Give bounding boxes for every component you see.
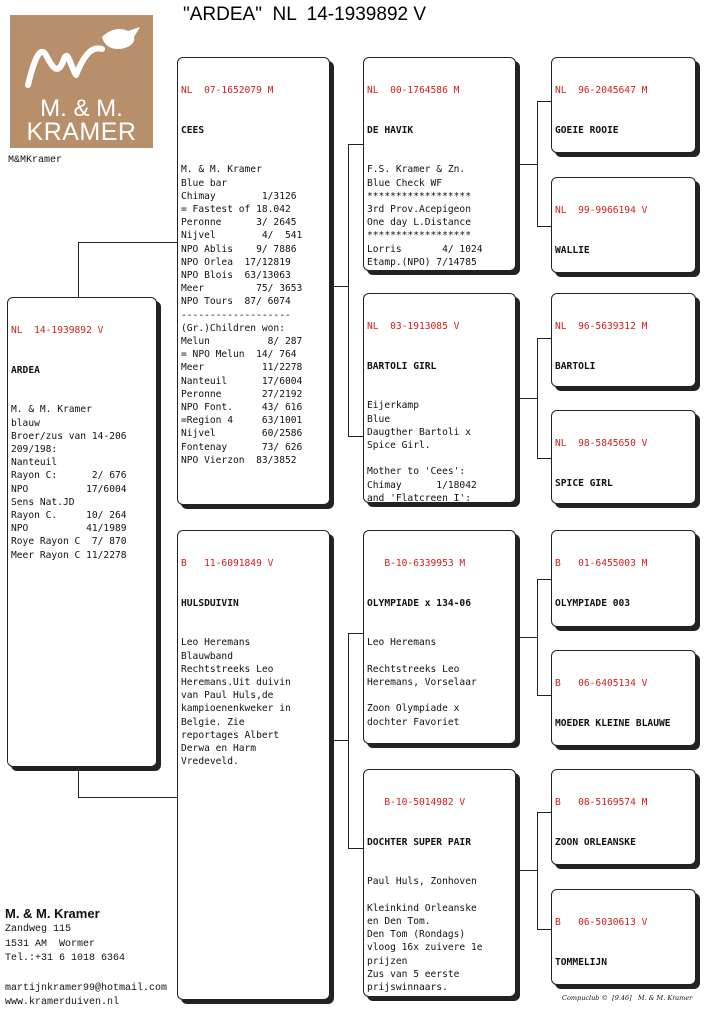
- pedigree-card-mfm[interactable]: [551, 650, 696, 746]
- pedigree-card-ffm[interactable]: [551, 177, 696, 273]
- web-block: [5, 982, 167, 1010]
- contact-block: [5, 905, 125, 967]
- ring-number: B 11-6091849 V: [181, 558, 274, 570]
- pedigree-card-ff[interactable]: [363, 57, 516, 271]
- pigeon-name: DE HAVIK: [367, 124, 414, 136]
- page-title: "ARDEA" NL 14-1939892 V: [183, 4, 427, 25]
- pigeon-name: GOEIE ROOIE: [555, 124, 619, 136]
- pedigree-card-fff[interactable]: [551, 57, 696, 153]
- pedigree-card-father[interactable]: [177, 57, 330, 505]
- pigeon-details: Eijerkamp Blue Daugther Bartoli x Spice Girl. Mother to 'Cees': Chimay 1/18042 and 'Flatcreen I':: [367, 400, 477, 503]
- phone: Tel.:+31 6 1018 6364: [5, 953, 126, 964]
- pigeon-logo-icon: [10, 15, 153, 105]
- pigeon-details: Leo Heremans Rechtstreeks Leo Heremans, Vorselaar Zoon Olympiade x dochter Favoriet: [367, 637, 477, 728]
- ring-number: NL 07-1652079 M: [181, 85, 274, 97]
- ring-number: NL 14-1939892 V: [11, 325, 104, 337]
- pigeon-name: ZOON ORLEANSKE: [555, 836, 636, 848]
- pedigree-card-fmm[interactable]: [551, 410, 696, 504]
- address: Zandweg 115: [5, 924, 72, 935]
- pigeon-name: TOMMELIJN: [555, 956, 607, 968]
- pigeon-name: BARTOLI: [555, 360, 596, 372]
- pedigree-card-mother[interactable]: [177, 530, 330, 1000]
- pigeon-details: M. & M. Kramer Blue bar Chimay 1/3126 = Fastest of 18.042 Peronne 3/ 2645 Nijvel 4/ 541 NPO Ablis 9/ 7886 NPO Orlea 17/12819 NPO Blois 63/13063 Meer 75/ 3653 NPO Tours 87/ 6074 ------------------- (Gr.)Children won: Melun 8/ 287 = NPO Melun 14/ 764 Meer 11/2278 Nanteuil 17/6004 Peronne 27/2192 NPO Font. 43/ 616 =Region 4 63/1001 Nijvel 60/2586 Fontenay 73/ 626 NPO Vierzon 83/3852: [181, 164, 303, 466]
- logo-line-1: M. & M.: [40, 95, 123, 122]
- pedigree-card-mmm[interactable]: [551, 889, 696, 985]
- pigeon-details: M. & M. Kramer blauw Broer/zus van 14-206 209/198: Nanteuil Rayon C: 2/ 676 NPO 17/6004 Sens Nat.JD Rayon C. 10/ 264 NPO 41/1989 Roye Rayon C 7/ 870 Meer Rayon C 11/2278: [11, 404, 127, 561]
- ring-number: NL 96-2045647 M: [555, 85, 648, 97]
- footer-credit: Compuclub © [9.46] M. & M. Kramer: [562, 994, 693, 1002]
- pigeon-details: Paul Huls, Zonhoven Kleinkind Orleanske en Den Tom. Den Tom (Rondags) vloog 16x zuivere 1e prijzen Zus van 5 eerste prijswinnaars.: [367, 876, 483, 994]
- city: 1531 AM Wormer: [5, 938, 96, 950]
- ring-number: B 06-5030613 V: [555, 917, 648, 929]
- pigeon-name: BARTOLI GIRL: [367, 360, 437, 372]
- logo-line-2: KRAMER: [26, 118, 137, 146]
- pigeon-name: OLYMPIADE 003: [555, 597, 631, 609]
- pedigree-card-mff[interactable]: [551, 530, 696, 627]
- ring-number: NL 00-1764586 M: [367, 85, 460, 97]
- pedigree-card-fmf[interactable]: [551, 293, 696, 387]
- ring-number: NL 03-1913085 V: [367, 321, 460, 333]
- pigeon-name: DOCHTER SUPER PAIR: [367, 836, 471, 848]
- ring-number: NL 98-5845650 V: [555, 438, 648, 450]
- pigeon-name: WALLIE: [555, 244, 590, 256]
- pedigree-card-fm[interactable]: [363, 293, 516, 503]
- pigeon-name: OLYMPIADE x 134-06: [367, 597, 471, 609]
- ring-number: B-10-5014982 V: [367, 797, 466, 809]
- pedigree-card-mf[interactable]: [363, 530, 516, 744]
- owner-name: M. & M. Kramer: [5, 906, 100, 921]
- ring-number: NL 99-9966194 V: [555, 205, 648, 217]
- pigeon-details: F.S. Kramer & Zn. Blue Check WF ****************** 3rd Prov.Acepigeon One day L.Distance ****************** Lorris 4/ 1024 Etamp.(NPO) 7/14785: [367, 164, 483, 268]
- kramer-logo: [10, 15, 153, 148]
- pigeon-name: HULSDUIVIN: [181, 597, 239, 609]
- pigeon-details: Leo Heremans Blauwband Rechtstreeks Leo Heremans.Uit duivin van Paul Huls,de kampioenenkweker in Belgie. Zie reportages Albert Derwa en Harm Vredeveld.: [181, 637, 291, 768]
- pedigree-card-subject[interactable]: [7, 297, 157, 767]
- pigeon-name: ARDEA: [11, 364, 40, 376]
- pedigree-card-mmf[interactable]: [551, 769, 696, 865]
- email-link[interactable]: martijnkramer99@hotmail.com: [5, 983, 168, 994]
- website-link[interactable]: www.kramerduiven.nl: [5, 997, 120, 1008]
- pedigree-card-mm[interactable]: [363, 769, 516, 997]
- ring-number: B-10-6339953 M: [367, 558, 466, 570]
- ring-number: B 01-6455003 M: [555, 558, 648, 570]
- ring-number: B 06-6405134 V: [555, 678, 648, 690]
- pigeon-name: CEES: [181, 124, 205, 136]
- ring-number: NL 96-5639312 M: [555, 321, 648, 333]
- logo-caption: M&MKramer: [8, 155, 63, 166]
- ring-number: B 08-5169574 M: [555, 797, 648, 809]
- pigeon-name: SPICE GIRL: [555, 477, 613, 489]
- pigeon-name: MOEDER KLEINE BLAUWE: [555, 717, 671, 729]
